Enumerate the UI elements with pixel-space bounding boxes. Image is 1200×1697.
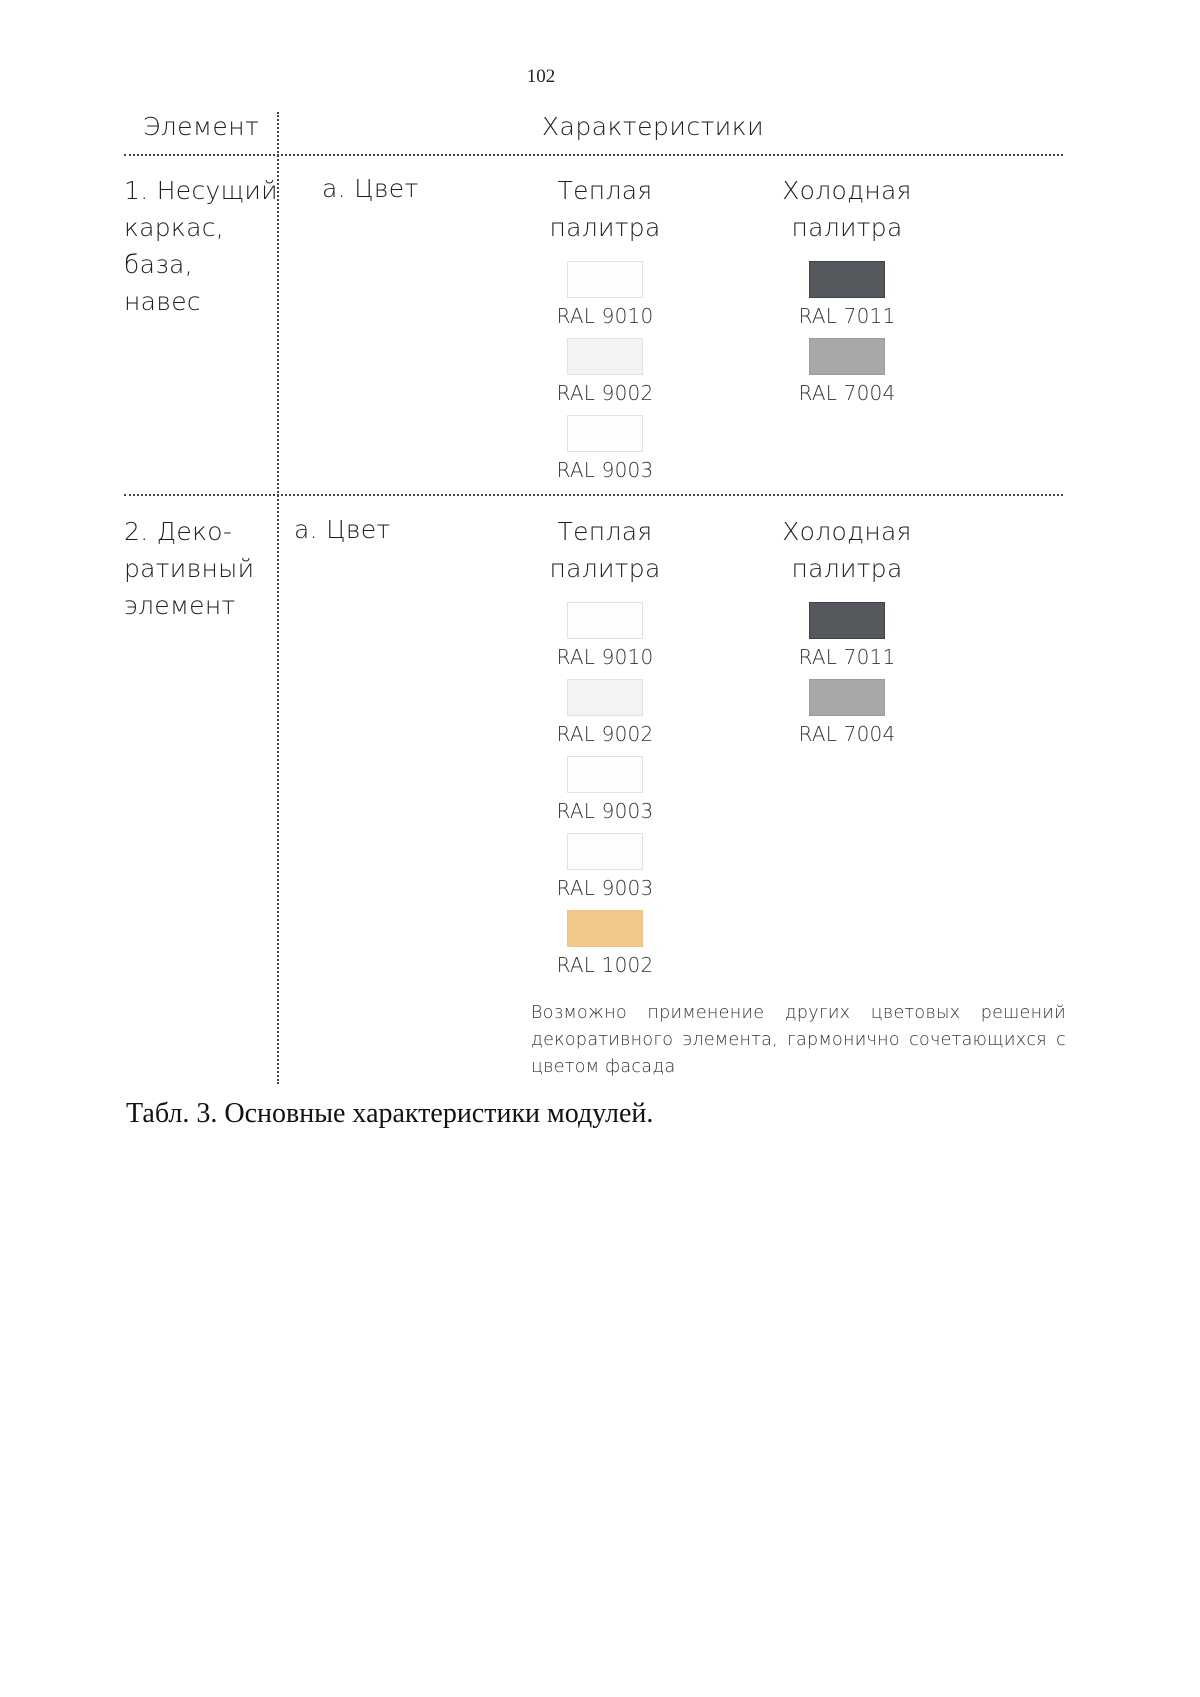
swatch-item <box>485 833 725 910</box>
page-number: 102 <box>526 66 556 87</box>
swatch-label: RAL 9002 <box>556 381 654 405</box>
color-swatch <box>567 338 643 375</box>
row-2-name-line: 2. Деко- <box>124 517 233 546</box>
swatch-item <box>485 756 725 833</box>
header-characteristics: Характеристики <box>541 112 765 141</box>
swatch-label: RAL 9003 <box>556 458 654 482</box>
table-caption: Табл. 3. Основные характеристики модулей. <box>126 1098 654 1129</box>
row-1-cold-palette <box>727 172 967 415</box>
row-1-element-name <box>124 172 284 320</box>
palette-title <box>485 513 725 587</box>
header-divider <box>124 154 1063 156</box>
row-2-name-line: ративный <box>124 554 255 583</box>
palette-title <box>485 172 725 246</box>
swatch-item <box>485 261 725 338</box>
palette-title <box>727 172 967 246</box>
row-1-name-line: каркас, <box>124 213 224 242</box>
swatch-item <box>485 910 725 987</box>
swatch-item <box>727 261 967 338</box>
swatch-label: RAL 7004 <box>798 722 896 746</box>
color-swatch <box>809 679 885 716</box>
color-swatch <box>567 910 643 947</box>
color-swatch <box>809 602 885 639</box>
swatch-item <box>485 338 725 415</box>
swatch-label: RAL 7011 <box>798 645 896 669</box>
color-swatch <box>567 679 643 716</box>
row-divider <box>124 494 1063 496</box>
color-swatch <box>809 261 885 298</box>
color-swatch <box>567 261 643 298</box>
palette-title <box>727 513 967 587</box>
row-2-name-line: элемент <box>124 591 236 620</box>
row-1-warm-palette <box>485 172 725 492</box>
palette-title-line: Холодная <box>782 176 912 205</box>
swatch-label: RAL 9003 <box>556 799 654 823</box>
swatch-item <box>727 679 967 756</box>
row-2-cold-palette <box>727 513 967 756</box>
row-1-name-line: 1. Несущий <box>124 176 278 205</box>
color-swatch <box>567 602 643 639</box>
palette-title-line: палитра <box>791 213 903 242</box>
swatch-label: RAL 9010 <box>556 304 654 328</box>
swatch-item <box>727 338 967 415</box>
swatch-item <box>485 602 725 679</box>
palette-title-line: Теплая <box>557 517 653 546</box>
color-swatch <box>567 415 643 452</box>
swatch-item <box>485 679 725 756</box>
palette-title-line: палитра <box>549 213 661 242</box>
row-2-attribute: а. Цвет <box>294 515 391 544</box>
row-1-name-line: навес <box>124 287 201 316</box>
swatch-label: RAL 7011 <box>798 304 896 328</box>
palette-title-line: Теплая <box>557 176 653 205</box>
palette-title-line: Холодная <box>782 517 912 546</box>
note-text: Возможно применение других цветовых решений декоративного элемента, гармонично сочетающихся с цветом фасада <box>531 1003 1066 1077</box>
palette-title-line: палитра <box>791 554 903 583</box>
swatch-label: RAL 9003 <box>556 876 654 900</box>
color-swatch <box>567 756 643 793</box>
swatch-item <box>727 602 967 679</box>
swatch-label: RAL 9010 <box>556 645 654 669</box>
palette-title-line: палитра <box>549 554 661 583</box>
row-1-name-line: база, <box>124 250 193 279</box>
swatch-item <box>485 415 725 492</box>
row-1-attribute: а. Цвет <box>322 174 419 203</box>
row-2-warm-palette <box>485 513 725 987</box>
color-swatch <box>809 338 885 375</box>
color-swatch <box>567 833 643 870</box>
header-element: Элемент <box>142 112 260 141</box>
swatch-label: RAL 7004 <box>798 381 896 405</box>
swatch-label: RAL 9002 <box>556 722 654 746</box>
swatch-label: RAL 1002 <box>556 953 654 977</box>
row-2-element-name <box>124 513 284 624</box>
